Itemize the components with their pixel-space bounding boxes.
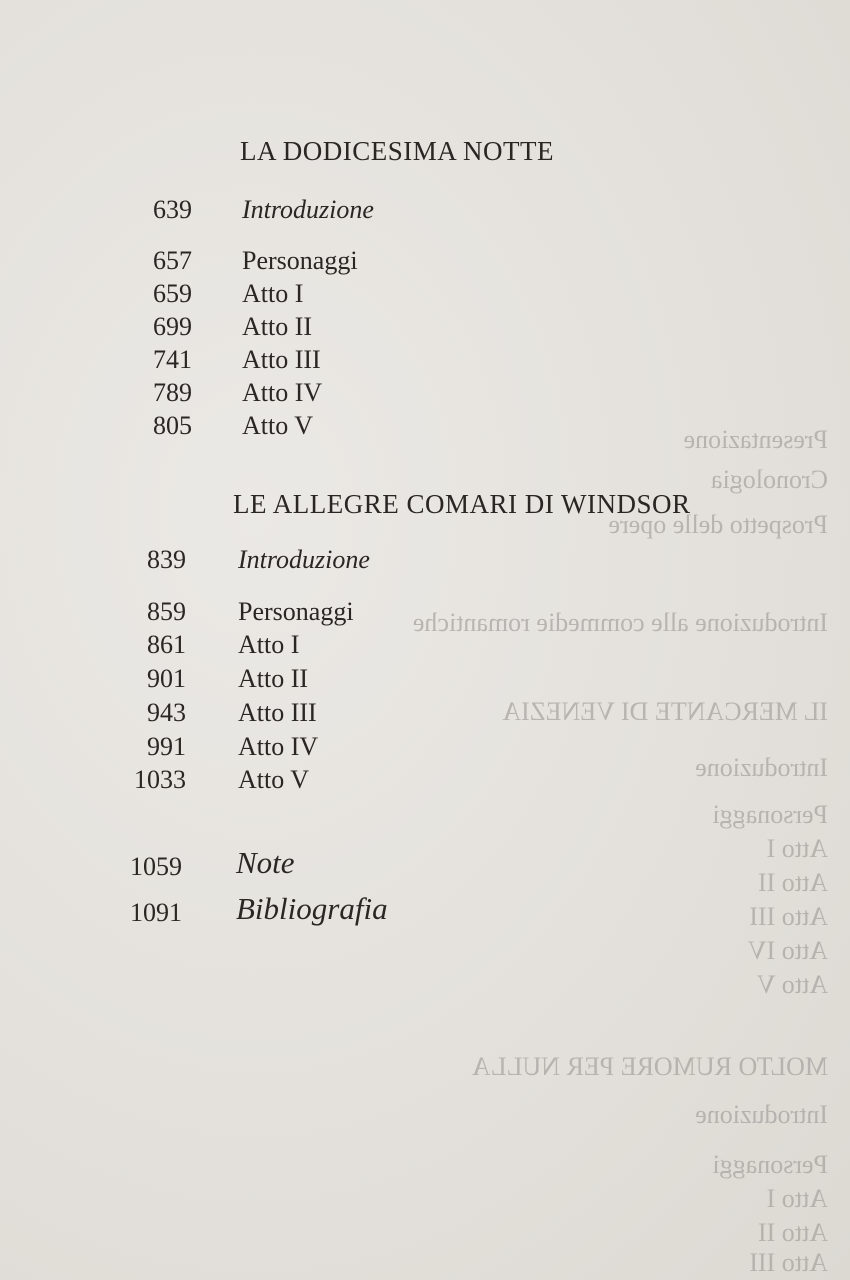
- bleed-line: Personaggi: [712, 1150, 828, 1179]
- page-number: 699: [153, 312, 192, 341]
- bleed-line: Cronologia: [711, 465, 828, 494]
- page-number: 1033: [134, 765, 186, 794]
- section-title: LA DODICESIMA NOTTE: [240, 136, 554, 166]
- page-number: 659: [153, 279, 192, 308]
- bleed-line: Presentazione: [683, 425, 828, 454]
- entry-label: Personaggi: [238, 597, 354, 626]
- bleed-line: Introduzione: [695, 753, 828, 782]
- page-number: 639: [153, 195, 192, 224]
- bleed-line: Personaggi: [712, 800, 828, 829]
- bleed-line: Atto V: [756, 970, 828, 999]
- page-number: 859: [147, 597, 186, 626]
- bleed-line: IL MERCANTE DI VENEZIA: [502, 697, 828, 726]
- page-number: 789: [153, 378, 192, 407]
- section-title: LE ALLEGRE COMARI DI WINDSOR: [233, 489, 691, 519]
- bleed-line: Atto IV: [747, 936, 828, 965]
- page-number: 1059: [130, 852, 182, 881]
- entry-label: Atto I: [242, 279, 304, 308]
- bleed-line: Atto II: [757, 1218, 828, 1247]
- entry-label: Personaggi: [242, 246, 358, 275]
- bleed-line: Atto III: [749, 902, 828, 931]
- bleed-line: Prospetto delle opere: [608, 510, 828, 539]
- entry-label: Atto II: [242, 312, 313, 341]
- bleed-line: MOLTO RUMORE PER NULLA: [471, 1052, 828, 1081]
- entry-label: Introduzione: [242, 195, 374, 224]
- entry-label: Atto III: [242, 345, 321, 374]
- page-number: 839: [147, 545, 186, 574]
- page-number: 991: [147, 732, 186, 761]
- entry-label: Atto II: [238, 664, 309, 693]
- entry-label: Introduzione: [238, 545, 370, 574]
- bleed-line: Atto II: [757, 868, 828, 897]
- entry-label: Atto V: [242, 411, 314, 440]
- page-number: 741: [153, 345, 192, 374]
- bleed-line: Introduzione alle commedie romantiche: [412, 608, 828, 637]
- bleed-line: Atto I: [766, 1184, 828, 1213]
- entry-label: Atto IV: [242, 378, 323, 407]
- page-number: 805: [153, 411, 192, 440]
- entry-label: Atto V: [238, 765, 310, 794]
- entry-label: Atto IV: [238, 732, 319, 761]
- entry-label: Atto I: [238, 630, 300, 659]
- entry-label: Bibliografia: [236, 891, 388, 926]
- bleed-line: Introduzione: [695, 1100, 828, 1129]
- page-number: 1091: [130, 898, 182, 927]
- bleed-line: Atto I: [766, 834, 828, 863]
- page-number: 901: [147, 664, 186, 693]
- page-number: 943: [147, 698, 186, 727]
- page-number: 861: [147, 630, 186, 659]
- page-number: 657: [153, 246, 192, 275]
- entry-label: Note: [236, 845, 295, 880]
- entry-label: Atto III: [238, 698, 317, 727]
- bleed-line: Atto III: [749, 1248, 828, 1277]
